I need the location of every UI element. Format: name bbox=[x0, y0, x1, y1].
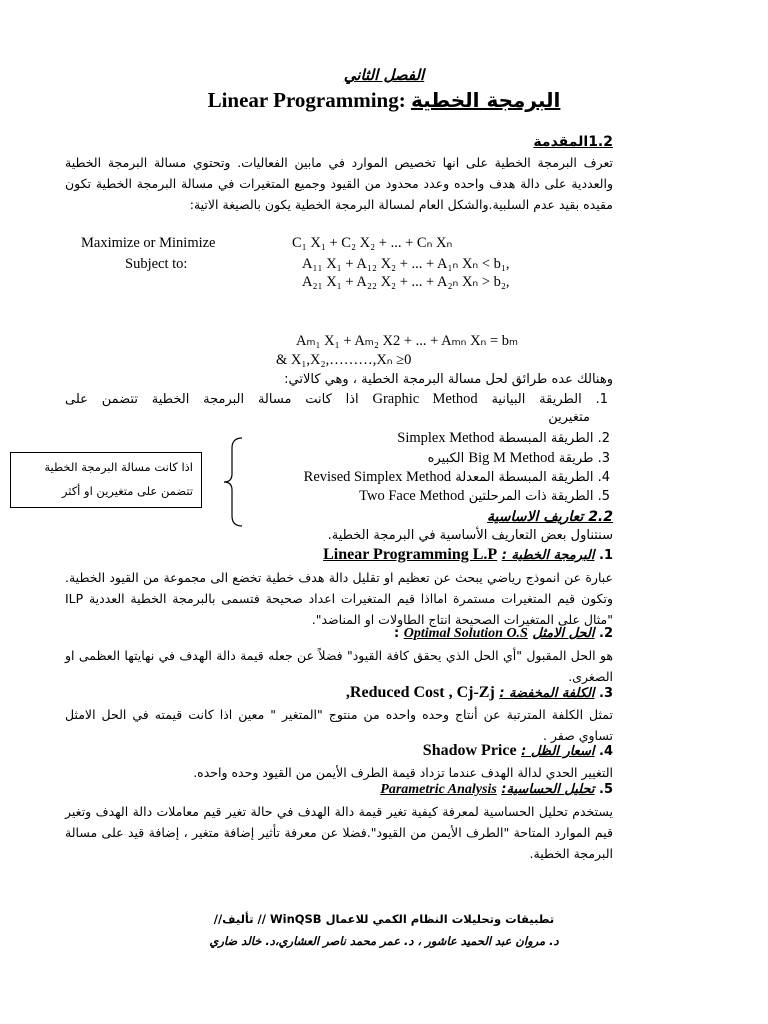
intro-heading: 1.2المقدمة bbox=[533, 134, 613, 150]
method-english: Graphic Method bbox=[372, 391, 478, 407]
method-item-4: 4. الطريقة المبسطة المعدلة Revised Simplex Method bbox=[303, 469, 610, 485]
title-separator: : bbox=[398, 88, 411, 112]
definition-2-text: هو الحل المقبول "أي الحل الذي يحقق كافة القيود" فضلاً عن جعله قيمة دالة الهدف في نهايتها العظمى او الصغرى. bbox=[65, 648, 613, 684]
definition-1-text: عبارة عن انموذج رياضي يبحث عن تعظيم او تقليل دالة هدف خطية تخضع الى مجموعة من القيود الخطية. وتكون قيم المتغيرات مستمرة امااذا قيم المتغيرات اعداد صحيحة فتسمى بالبرمجة الخطية العددية ILP "مثال على المتغيرات الصحيحة انتاج الطاولات او المناضد". bbox=[65, 570, 613, 627]
objective-label: Maximize or Minimize bbox=[81, 235, 216, 251]
definition-3-title: 3. الكلفة المخفضة : Reduced Cost , Cj-Zj, bbox=[345, 684, 613, 701]
definition-4-title: 4. اسعار الظل : Shadow Price bbox=[422, 742, 613, 759]
constraint-2: A₂₁ X₁ + A₂₂ X₂ + ... + A₂ₙ Xₙ > b₂, bbox=[302, 274, 510, 290]
curly-brace-icon bbox=[222, 436, 244, 528]
basics-heading: 2.2 تعاريف الاساسية bbox=[487, 509, 613, 525]
title-arabic: البرمجة الخطية bbox=[410, 88, 561, 112]
non-negativity: & X₁,X₂,………,Xₙ ≥0 bbox=[276, 352, 412, 368]
basics-intro: سنتناول بعض التعاريف الأساسية في البرمجة الخطية. bbox=[327, 528, 613, 543]
title-english: Linear Programming bbox=[207, 88, 399, 112]
definition-5-text: يستخدم تحليل الحساسية لمعرفة كيفية تغير قيمة دالة الهدف في حالة تغير قيم معاملات دالة الهدف وتغير قيم الموارد المتاحة "الطرف الأيمن من القيود".فضلا عن معرفة تأثير إضافة متغير ، إضافة قيد على مسالة البرمجة الخطية. bbox=[65, 804, 613, 861]
methods-note-box: اذا كانت مسالة البرمجة الخطية تتضمن على متغيرين او أكثر bbox=[10, 452, 202, 508]
constraint-m: Aₘ₁ X₁ + Aₘ₂ X2 + ... + Aₘₙ Xₙ = bₘ bbox=[296, 333, 519, 349]
intro-paragraph: تعرف البرمجة الخطية على انها تخصيص الموارد في مابين الفعاليات. وتحتوي مسالة البرمجة الخطية والعددية على دالة هدف واحده وعدد محدود من القيود وجميع المتغيرات في مسالة البرمجة الخطية تكون مقيده بقيد عدم السلبية.والشكل العام لمسالة البرمجة الخطية يكون بالصيغة الاتية: bbox=[65, 155, 613, 212]
constraint-1: A₁₁ X₁ + A₁₂ X₂ + ... + A₁ₙ Xₙ < b₁, bbox=[302, 256, 510, 272]
definition-3-text: تمثل الكلفة المترتبة عن أنتاج وحده واحده من منتوج "المتغير " معين اذا كانت قيمته في الحل الامثل تساوي صفر . bbox=[65, 707, 613, 743]
objective-function: C₁ X₁ + C₂ X₂ + ... + Cₙ Xₙ bbox=[292, 235, 453, 251]
method-num: 1. bbox=[595, 392, 609, 407]
definition-5-title: 5. تحليل الحساسية: Parametric Analysis bbox=[380, 782, 613, 797]
subject-to-label: Subject to: bbox=[125, 256, 188, 272]
definition-4-text: التغيير الحدي لدالة الهدف عندما تزداد قيمة الطرف الأيمن من القيود وحده واحده. bbox=[193, 765, 613, 780]
method-arabic: الطريقة البيانية bbox=[491, 392, 582, 407]
page-title bbox=[0, 88, 768, 113]
method-item-3: 3. طريقة Big M Method الكبيره bbox=[427, 450, 610, 466]
methods-intro: وهنالك عده طرائق لحل مسالة البرمجة الخطية ، وهي كالاتي: bbox=[284, 372, 613, 387]
method-item-1-continued: متغيرين bbox=[548, 410, 590, 425]
method-item-1 bbox=[65, 391, 608, 408]
definition-1-title: 1. البرمجة الخطية : Linear Programming L.P bbox=[323, 546, 613, 563]
footer-line-1: تطبيقات وتحليلات النظام الكمي للاعمال WinQSB // تأليف// bbox=[213, 912, 555, 926]
method-tail: اذا كانت مسالة البرمجة الخطية تتضمن على bbox=[65, 392, 359, 407]
definition-2-title: 2. الحل الامثل Optimal Solution O.S : bbox=[394, 626, 613, 641]
footer-line-2: د. مروان عبد الحميد عاشور ، د. عمر محمد ناصر العشاري،د. خالد ضاري bbox=[209, 934, 559, 948]
chapter-title: الفصل الثاني bbox=[343, 66, 425, 84]
method-item-2: 2. الطريقة المبسطة Simplex Method bbox=[397, 430, 610, 446]
method-item-5: 5. الطريقة ذات المرحلتين Two Face Method bbox=[359, 488, 610, 504]
